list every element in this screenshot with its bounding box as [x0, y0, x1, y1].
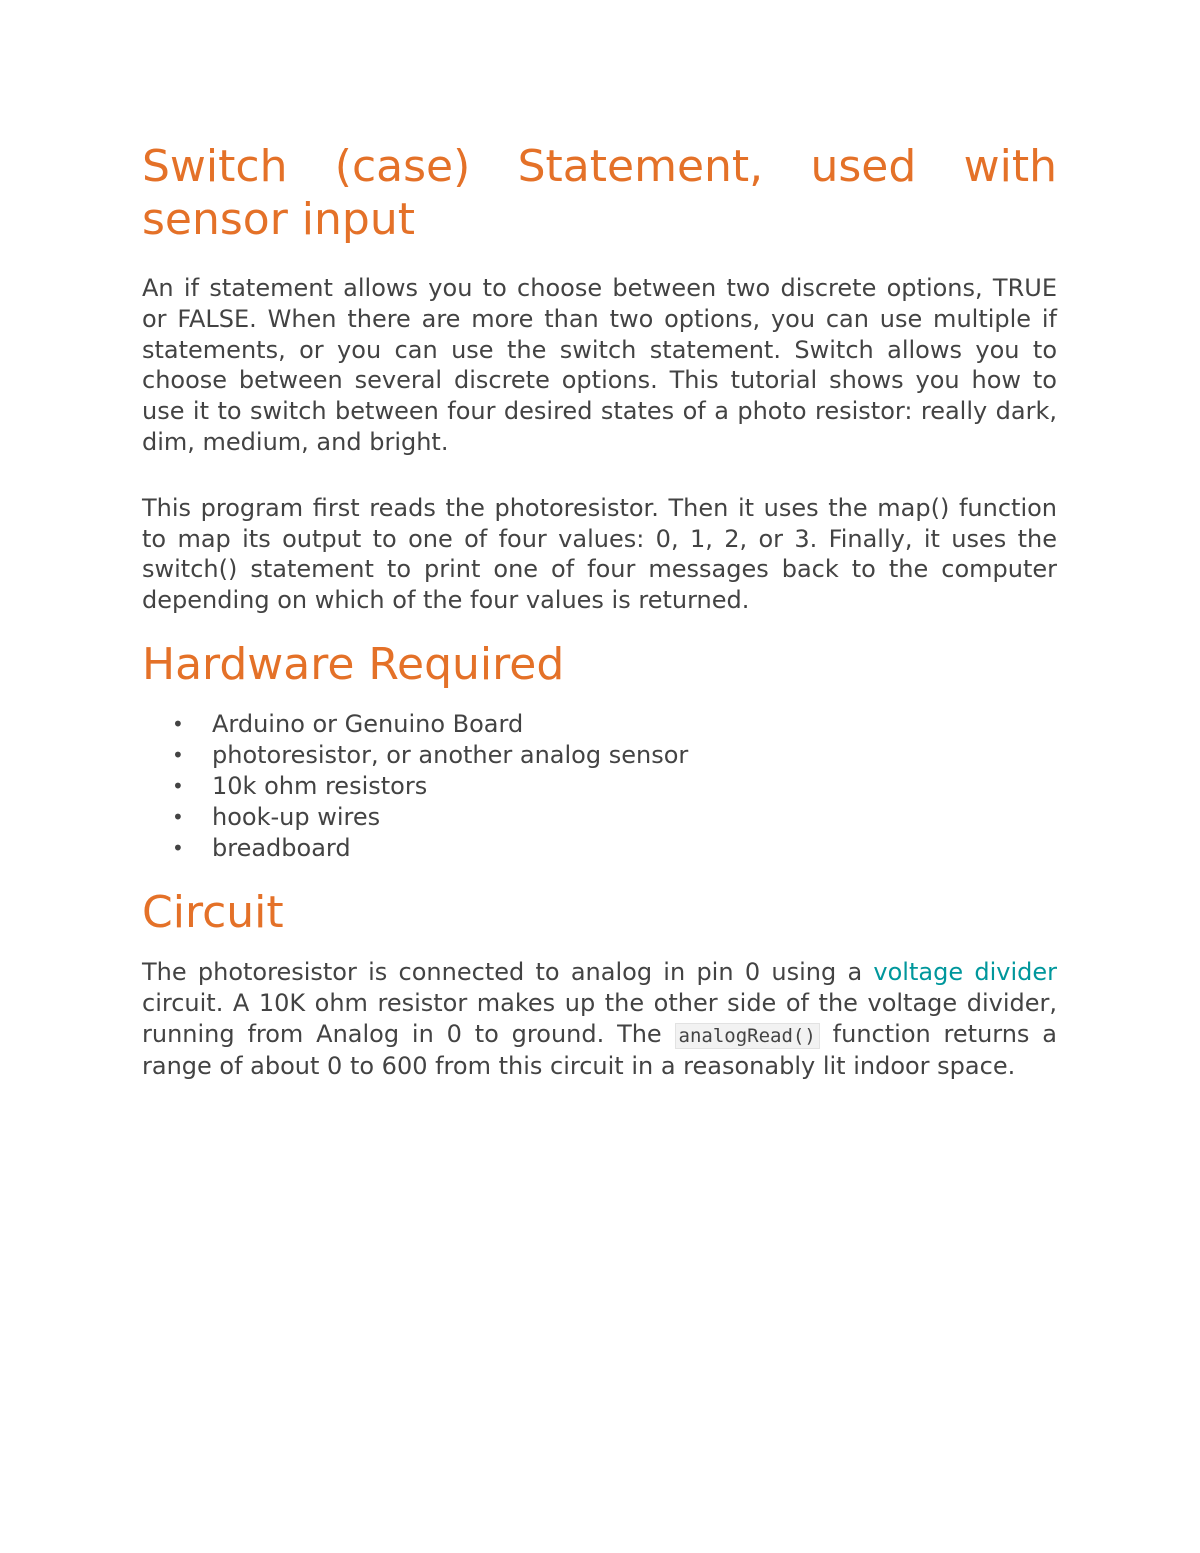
circuit-paragraph: The photoresistor is connected to analog in pin 0 using a voltage divider circuit. A 10K ohm resistor makes up the other side of the voltage divider, running from Analog in 0 to ground. The analogRead() function returns a range of about 0 to 600 from this circuit in a reasonably lit indoor space.	[142, 957, 1057, 1081]
intro-paragraph-1: An if statement allows you to choose between two discrete options, TRUE or FALSE. When there are more than two options, you can use multiple if statements, or you can use the switch statement. Switch allows you to choose between several discrete options. This tutorial shows you how to use it to switch between four desired states of a photo resistor: really dark, dim, medium, and bright.	[142, 274, 1057, 456]
document-page	[142, 140, 1057, 1082]
page-title: Switch (case) Statement, used with sensor input	[142, 141, 1057, 245]
bullet-icon: •	[172, 835, 184, 860]
bullet-icon: •	[172, 773, 184, 798]
list-item: • 10k ohm resistors	[172, 771, 428, 800]
list-item: • Arduino or Genuino Board	[172, 709, 524, 738]
hardware-list	[142, 709, 1057, 864]
bullet-icon: •	[172, 804, 184, 829]
list-item: • photoresistor, or another analog sensor	[172, 740, 689, 769]
hardware-heading: Hardware Required	[142, 638, 565, 690]
list-item: • hook-up wires	[172, 802, 381, 831]
voltage-divider-link[interactable]: voltage divider	[873, 957, 1057, 986]
intro-paragraph-2: This program first reads the photoresistor. Then it uses the map() function to map its output to one of four values: 0, 1, 2, or 3. Finally, it uses the switch() statement to print one of four messages back to the computer depending on which of the four values is returned.	[142, 493, 1057, 615]
bullet-icon: •	[172, 742, 184, 767]
bullet-icon: •	[172, 711, 184, 736]
circuit-heading: Circuit	[142, 886, 284, 938]
list-item: • breadboard	[172, 833, 351, 862]
analogread-code: analogRead()	[675, 1023, 820, 1049]
